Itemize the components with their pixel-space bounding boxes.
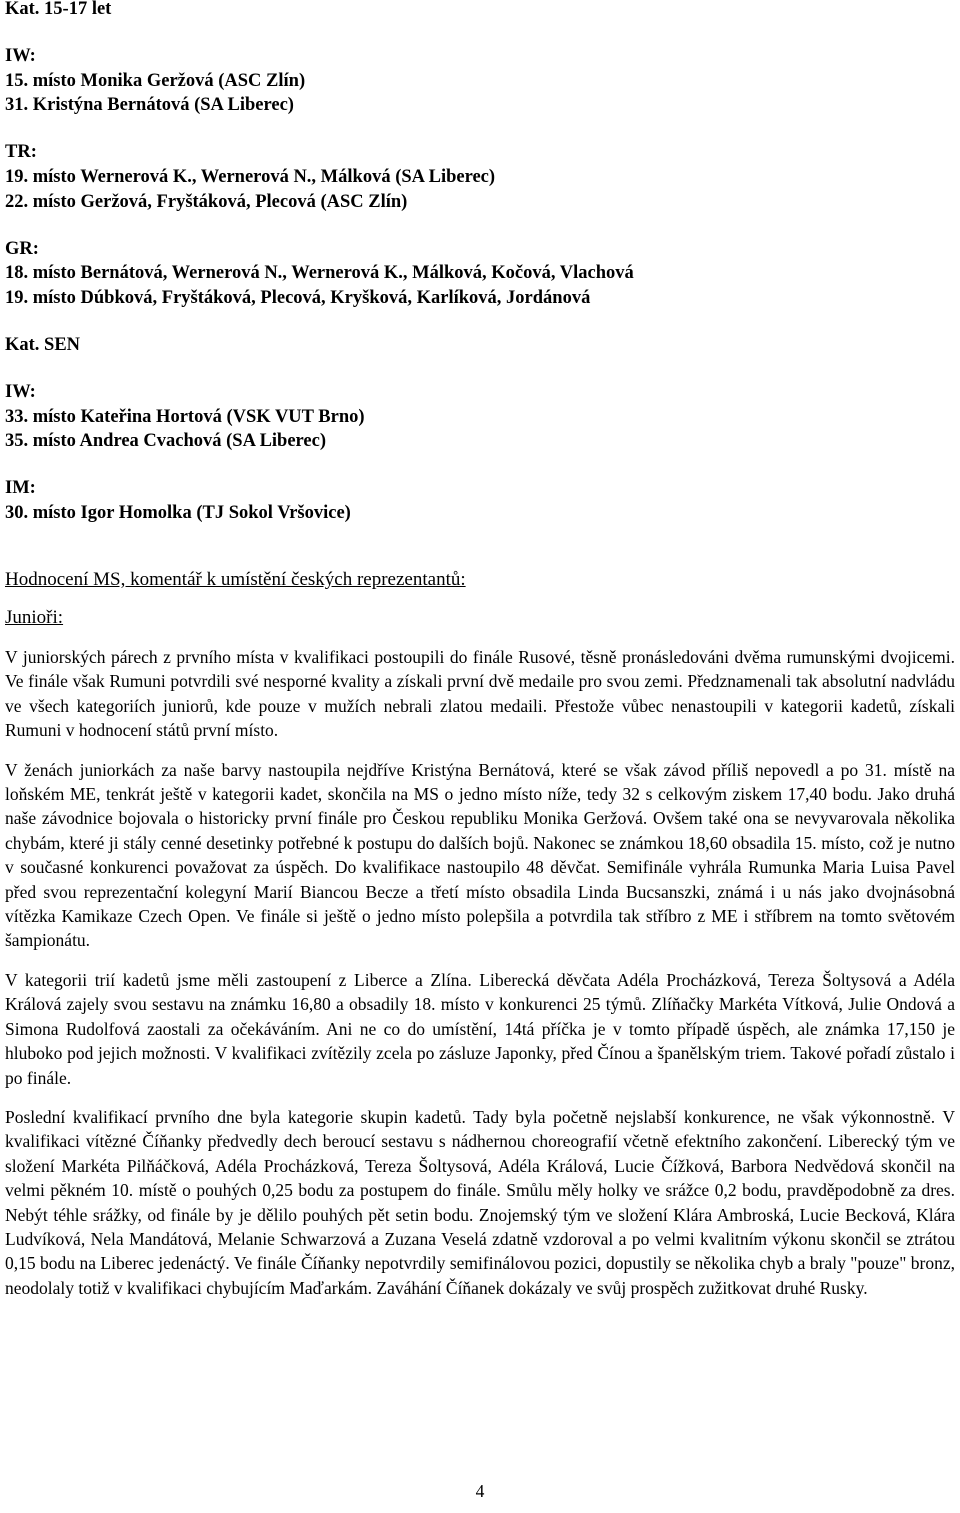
paragraph: V juniorských párech z prvního místa v kvalifikaci postoupili do finále Rusové, těsně pronásledováni dvěma rumunskými dvojicemi. Ve finále však Rumuni potvrdili své nesporné kvality a získali první dvě medaile pro svou zemi. Předznamenali tak absolutní nadvládu ve všech kategoriích juniorů, kde pouze v mužích nebrali zlatou medaili. Přestože vůbec nenastoupili v kategorii kadetů, získali Rumuni v hodnocení států první místo. [5, 647, 955, 741]
paragraph: Poslední kvalifikací prvního dne byla kategorie skupin kadetů. Tady byla početně nejslabší konkurence, ne však výkonnostně. V kvalifikaci vítězné Číňanky předvedly dech beroucí sestavu s nádhernou choreografií včetně efektního zakončení. Liberecký tým ve složení Markéta Pilňáčková, Adéla Procházková, Tereza Šoltysová, Adéla Králová, Lucie Čížková, Barbora Nedvědová skončil na velmi pěkném 10. místě o pouhých 0,25 bodu za postupem do finále. Smůlu měly holky ve srážce 0,2 bodu, pravděpodobně za dres. Nebýt téhle srážky, od finále by je dělilo pouhých pět setin bodu. Znojemský tým ve složení Klára Ambroská, Lucie Becková, Klára Ludvíková, Nela Mandátová, Melanie Schwarzová a Zuzana Veselá zdatně vzdoroval a po velmi kvalitním výkonu skončil se ztrátou 0,15 bodu na Liberec jedenáctý. Ve finále Číňanky nepotvrdily semifinálovou pozici, dopustily se několika chyb a braly "pouze" bronz, neodolaly totiž v kvalifikaci chybujícím Maďarkám. Zaváhání Číňanek dokázaly ve svůj prospěch zužitkovat druhé Rusky. [5, 1106, 955, 1298]
result-line: 19. místo Wernerová K., Wernerová N., Málková (SA Liberec) [5, 166, 496, 187]
result-line: 22. místo Geržová, Fryštáková, Plecová (ASC Zlín) [5, 191, 408, 212]
result-line: Kat. 15-17 let [5, 0, 112, 19]
results-list [5, 0, 945, 526]
page-number: 4 [475, 1481, 485, 1501]
result-line: TR: [5, 142, 37, 163]
result-line: 19. místo Dúbková, Fryštáková, Plecová, Kryšková, Karlíková, Jordánová [5, 288, 591, 309]
paragraph: V ženách juniorkách za naše barvy nastoupila nejdříve Kristýna Bernátová, které se však závod příliš nepovedl a po 31. místě na loňském ME, tenkrát ještě v kategorii kadet, skončila na MS o jedno místo níže, tedy 32 s celkovým ziskem 17,40 bodu. Jako druhá naše závodnice bojovala o historicky první finále pro Českou republiku Monika Geržová. Ovšem také ona se nevyvarovala několika chybám, které ji stály cenné desetinky potřebné k postupu do dalších bojů. Nakonec se známkou 18,60 obsadila 15. místo, což je nutno v současné konkurenci považovat za úspěch. Do kvalifikace nastoupilo 48 děvčat. Semifinále vyhrála Rumunka Maria Luisa Pavel před svou reprezentační kolegyní Marií Biancou Becze a třetí místo obsadila Linda Bucsanszki, známá i u nás jako dvojnásobná vítězka Kamikaze Czech Open. Ve finále si ještě o jedno místo polepšila a potvrdila tak stříbro z ME i stříbrem na tomto světovém šampionátu. [5, 759, 955, 951]
body-text [5, 645, 955, 1300]
result-line: GR: [5, 238, 39, 259]
result-line: 35. místo Andrea Cvachová (SA Liberec) [5, 431, 327, 452]
result-line: 33. místo Kateřina Hortová (VSK VUT Brno) [5, 406, 365, 427]
result-line: 30. místo Igor Homolka (TJ Sokol Vršovice) [5, 502, 351, 523]
result-line: IW: [5, 45, 36, 66]
result-line: 31. Kristýna Bernátová (SA Liberec) [5, 95, 294, 116]
result-line: 15. místo Monika Geržová (ASC Zlín) [5, 70, 306, 91]
result-line: IW: [5, 381, 36, 402]
paragraph: V kategorii trií kadetů jsme měli zastoupení z Liberce a Zlína. Liberecká děvčata Adéla Procházková, Tereza Šoltysová a Adéla Králová zajely svou sestavu na známku 16,80 a obsadily 18. místo v konkurenci 25 týmů. Zlíňačky Markéta Vítková, Julie Ondová a Simona Rudolfová zaostali za očekáváním. Ani ne co do umístění, 14tá příčka je v tomto případě úspěch, ale známka 17,150 je hluboko pod jejich možnosti. V kvalifikaci zvítězily zcela po zásluze Japonky, před Čínou a španělským triem. Takové pořadí zůstalo i po finále. [5, 969, 955, 1088]
result-line: Kat. SEN [5, 334, 81, 355]
subsection-heading: Junioři: [5, 607, 64, 628]
result-line: IM: [5, 478, 36, 499]
result-line: 18. místo Bernátová, Wernerová N., Wernerová K., Málková, Kočová, Vlachová [5, 263, 634, 284]
section-heading: Hodnocení MS, komentář k umístění českých reprezentantů: [5, 569, 466, 590]
